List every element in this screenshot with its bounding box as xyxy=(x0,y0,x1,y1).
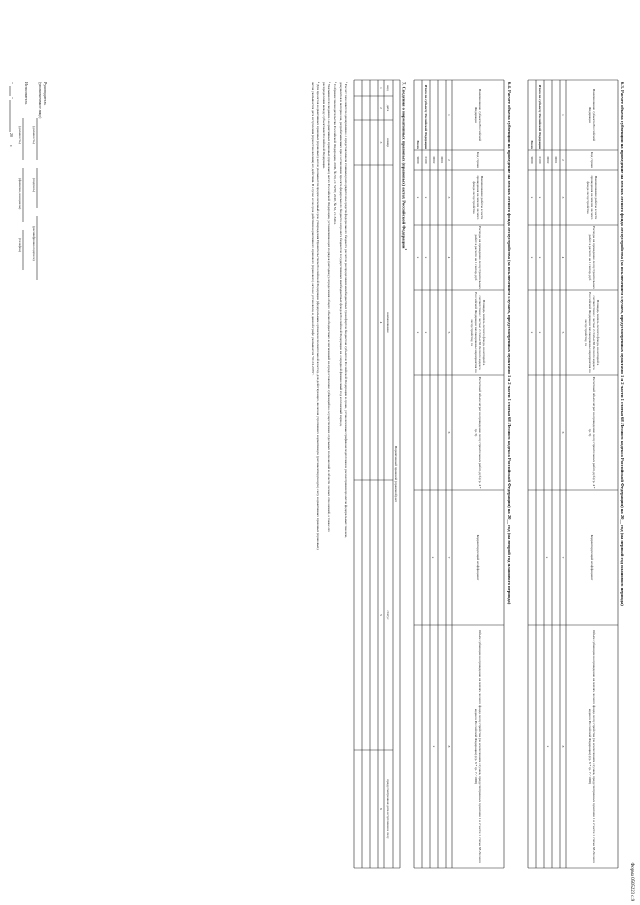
s2-header-coef: Корректирующий коэффициент xyxy=(476,534,480,581)
head-sub-label: (уполномоченное лицо) xyxy=(38,82,42,119)
s1-colnum-3: 3 xyxy=(561,196,565,199)
s2-header-area: Площадь земель лесного фонда, на которой в соответствии с частью 2 статьи 68 Лесного кодекса Российской Федерации запланированы мероприятия по лесоустройству, га xyxy=(470,292,486,373)
s2-total-label: Всего xyxy=(416,140,420,149)
s1-total-subject-x-4: x xyxy=(538,256,542,259)
s2-coef-x: x xyxy=(431,556,435,559)
s1-header-code: Код строки xyxy=(590,151,594,169)
s1-total-x-3: x xyxy=(530,196,534,199)
s2-colnum-4: 4 xyxy=(447,256,451,259)
s3-colnum-5: 5 xyxy=(379,614,383,616)
s1-total-subject-code: 0100 xyxy=(538,156,542,164)
s3-colnum-1: 1 xyxy=(379,87,383,89)
s1-total-subject-x-3: x xyxy=(538,196,542,199)
footnote-1a: ¹ Расчет заполняется одновременно с представлением главным распорядителем средств федерального бюджета расчетов распределения межбюджетных трансфертов бюджетам субъектов Российской Федерации в сроки, установленные графиком подготовки и рассмотрения проектов федеральных законов, xyxy=(344,82,348,538)
footnote-2: ² Собрание законодательства Российской Федерации, 2006, № 50, ст. 5278; 2018, № 53, ст. 8464. xyxy=(333,82,337,225)
date-open-quote: " xyxy=(9,82,14,84)
section3-title-sup: 1 xyxy=(404,248,408,250)
s2-total-subject-x-4: x xyxy=(424,256,428,259)
head-position-caption: (должность) xyxy=(32,126,36,144)
section3-title-text: 7. Сведения о нормативных правовых (правовых) актах Российской Федерации xyxy=(401,82,407,249)
s1-header-cost: Расходы на проведение лесоустроительных работ в расчете на 1 гектар, руб xyxy=(588,226,596,289)
s1-colnum-5: 5 xyxy=(561,331,565,334)
s1-header-estimated: Расчетный объем затрат на проведение лесоустроительных работ, руб (гр. 4 * гр. 5) xyxy=(588,376,596,489)
executor-position-caption: (должность) xyxy=(18,126,22,144)
s2-colnum-6: 6 xyxy=(447,431,451,434)
footnote-4a: ⁴ Для проектов нормативных правовых (правовых) актов указывается предполагаемый срок утверждения Правительством Российской Федерации (федеральным органом исполнительной власти), для действующих, включая утративших нормативную (регламентирующую) силу нормативных правовых (правовых) xyxy=(316,82,320,550)
s1-header-area: Площадь земель лесного фонда, на которой в соответствии с частью 2 статьи 68 Лесного кодекса Российской Федерации запланированы мероприятия по лесоустройству, га xyxy=(584,292,600,373)
s1-header-coef: Корректирующий коэффициент xyxy=(590,534,594,581)
s1-colnum-6: 6 xyxy=(561,431,565,434)
s1-total-label: Всего xyxy=(530,140,534,149)
executor-phone-caption: (телефон) xyxy=(18,238,22,253)
footnote-4b: актов указывается дата вступления (приостановления) их действия. В случае если срок действия нормативного правового (правового) акта не установлен, в данной графе указывается "01.01.2079". xyxy=(311,82,315,376)
s2-total-x-5: x xyxy=(416,331,420,334)
s1-row-code-1: 0001 xyxy=(554,156,558,164)
form-code: Форма 0505223 с.9 xyxy=(629,862,634,901)
date-year: 20 xyxy=(9,133,14,137)
s3-header-type: вид xyxy=(386,85,391,91)
s2-colnum-5: 5 xyxy=(447,331,451,334)
s2-total-x-4: x xyxy=(416,256,420,259)
s2-header-estimated: Расчетный объем затрат на проведение лесоустроительных работ, руб (гр. 4 * гр. 5) xyxy=(474,376,482,489)
section1-title: 6.3. Расчет объема субвенции на проведение на землях лесного фонда лесоустройства (за исключением случаев, предусмотренных пунктами 1 и 2 части 1 статьи 68 Лесного кодекса Российской Федерации) на 20__ год (на первый год планового периода) xyxy=(620,82,625,606)
s1-header-work: Наименование работы в части проведения на землях лесного фонда лесоустройства xyxy=(586,175,598,220)
s1-row-code-2: 0002 xyxy=(546,156,550,164)
s3-colnum-4: 4 xyxy=(379,321,383,324)
s2-header-cost: Расходы на проведение лесоустроительных работ в расчете на 1 гектар, руб xyxy=(474,226,482,289)
footnote-1b: документов и материалов, разрабатываемых при составлении проекта федерального бюджета и проекта бюджетов государственных внебюджетных фондов Российской Федерации на очередной финансовый год и плановый период. xyxy=(339,82,343,427)
s1-header-subject: Наименование субъекта Российской Федерации xyxy=(588,88,596,142)
s2-header-code: Код строки xyxy=(476,151,480,169)
s3-colnum-2: 2 xyxy=(379,107,383,109)
s2-row-code-1: 0001 xyxy=(440,156,444,164)
s1-header-subvention: Объем субвенции на проведение на землях лесного фонда лесоустройства (за исключением случаев, предусмотренных пунктами 1 и 2 части 1 статьи 68 Лесного кодекса Российской Федерации) (гр. 6 * гр. 7 / 1000) xyxy=(588,629,596,864)
s3-header-name: наименование xyxy=(386,312,391,333)
s3-header-number: номер xyxy=(386,138,391,147)
s1-colnum-2: 2 xyxy=(561,159,565,161)
s1-total-code: 9000 xyxy=(530,156,534,164)
s2-total-subject-label: Итого по субъекту Российской Федерации xyxy=(424,84,428,149)
s1-total-x-5: x xyxy=(530,331,534,334)
s2-total-subject-code: 0100 xyxy=(424,156,428,164)
executor-fio-caption: (фамилия, инициалы) xyxy=(18,178,22,210)
head-signature-caption: (подпись) xyxy=(32,178,36,193)
section2-title: 6.4. Расчет объема субвенции на проведение на землях лесного фонда лесоустройства (за исключением случаев, предусмотренных пунктами 1 и 2 части 1 статьи 68 Лесного кодекса Российской Федерации) на 20__ год (на второй год планового периода) xyxy=(507,82,512,605)
s2-total-subject-x-3: x xyxy=(424,196,428,199)
s2-subvention-x: x xyxy=(432,745,436,748)
head-decode-caption: (расшифровка подписи) xyxy=(32,226,36,261)
s2-total-subject-x-5: x xyxy=(424,331,428,334)
head-label: Руководитель xyxy=(43,82,48,106)
s1-total-x-4: x xyxy=(530,256,534,259)
s2-colnum-1: 1 xyxy=(447,114,451,116)
s3-group-header: Нормативный правовой (правовой) акт xyxy=(394,445,399,503)
footnote-3a: ³ Указываются сведения о нормативных правовых (правовых) актах Российской Федерации, устанавливающих порядок (методику) определения общего объема бюджетных ассигнований на предоставление субвенций на осуществление отдельных полномочий в области лесных отношений, а также его xyxy=(327,82,331,533)
executor-label: Исполнитель xyxy=(24,82,29,105)
s1-coef-x: x xyxy=(545,556,549,559)
s2-header-subject: Наименование субъекта Российской Федерации xyxy=(474,88,482,142)
date-close-quote: " xyxy=(9,97,14,99)
date-suffix: г. xyxy=(9,145,14,148)
s2-total-x-3: x xyxy=(416,196,420,199)
footnote-3b: распределения между субъектами Российской Федерации. xyxy=(322,82,326,169)
s1-colnum-4: 4 xyxy=(561,256,565,259)
s2-row-code-2: 0002 xyxy=(432,156,436,164)
s3-header-effective-date: предусмотренная дата вступления в силу xyxy=(386,779,391,839)
s1-subvention-x: x xyxy=(546,745,550,748)
s2-header-subvention: Объем субвенции на проведение на землях лесного фонда лесоустройства (за исключением случаев, предусмотренных пунктами 1 и 2 части 1 статьи 68 Лесного кодекса Российской Федерации) (гр. 6 * гр. 7 / 1000) xyxy=(474,629,482,864)
s2-colnum-8: 8 xyxy=(447,745,451,748)
s1-total-subject-x-5: x xyxy=(538,331,542,334)
s2-header-work: Наименование работы в части проведения на землях лесного фонда лесоустройства xyxy=(472,175,484,220)
s2-colnum-3: 3 xyxy=(447,196,451,199)
s3-header-date: дата xyxy=(386,104,391,112)
s2-colnum-2: 2 xyxy=(447,159,451,161)
s3-colnum-3: 3 xyxy=(379,141,383,144)
s1-colnum-7: 7 xyxy=(561,556,565,559)
s1-total-subject-label: Итого по субъекту Российской Федерации xyxy=(538,84,542,149)
s1-colnum-1: 1 xyxy=(561,114,565,116)
s3-header-status: статус xyxy=(386,610,391,620)
s1-colnum-8: 8 xyxy=(561,745,565,748)
s2-total-code: 9000 xyxy=(416,156,420,164)
s3-colnum-6: 6 xyxy=(379,808,383,810)
s2-colnum-7: 7 xyxy=(447,556,451,559)
